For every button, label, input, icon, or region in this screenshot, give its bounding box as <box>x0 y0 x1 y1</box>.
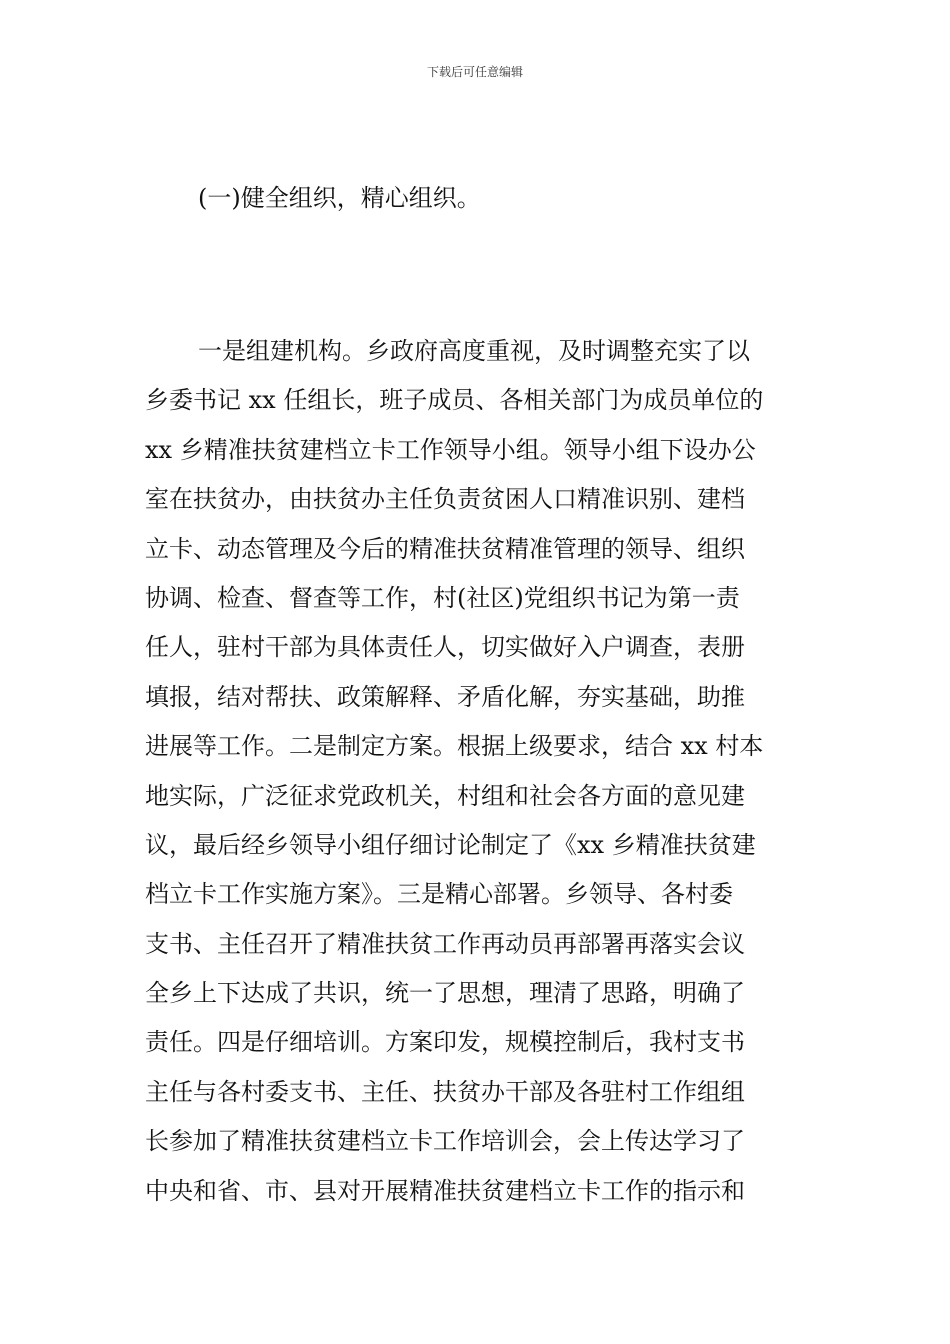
paragraph-line: 室在扶贫办，由扶贫办主任负责贫困人口精准识别、建档 <box>145 485 745 514</box>
paragraph-line: 主任与各村委支书、主任、扶贫办干部及各驻村工作组组 <box>145 1077 745 1106</box>
paragraph-line: 地实际，广泛征求党政机关，村组和社会各方面的意见建 <box>145 781 745 810</box>
paragraph-line: 填报，结对帮扶、政策解释、矛盾化解，夯实基础，助推 <box>145 682 745 711</box>
paragraph-line: 一是组建机构。乡政府高度重视，及时调整充实了以 <box>198 337 750 365</box>
paragraph-line: 议，最后经乡领导小组仔细讨论制定了《xx 乡精准扶贫建 <box>145 830 756 859</box>
paragraph-line: 进展等工作。二是制定方案。根据上级要求，结合 xx 村本 <box>145 732 764 761</box>
paragraph-line: 责任。四是仔细培训。方案印发，规模控制后，我村支书 <box>145 1028 745 1057</box>
body-paragraph <box>145 331 815 1220</box>
paragraph-line: 中央和省、市、县对开展精准扶贫建档立卡工作的指示和 <box>145 1176 745 1205</box>
paragraph-line: xx 乡精准扶贫建档立卡工作领导小组。领导小组下设办公 <box>145 435 756 464</box>
section-heading: (一)健全组织，精心组织。 <box>198 184 481 212</box>
paragraph-line: 协调、检查、督查等工作，村(社区)党组织书记为第一责 <box>145 583 740 612</box>
paragraph-line: 立卡、动态管理及今后的精准扶贫精准管理的领导、组织 <box>145 534 745 563</box>
paragraph-line: 乡委书记 xx 任组长，班子成员、各相关部门为成员单位的 <box>145 386 764 415</box>
paragraph-line: 长参加了精准扶贫建档立卡工作培训会，会上传达学习了 <box>145 1127 745 1156</box>
page-header: 下载后可任意编辑 <box>426 65 523 79</box>
paragraph-line: 全乡上下达成了共识，统一了思想，理清了思路，明确了 <box>145 979 745 1008</box>
paragraph-line: 任人，驻村干部为具体责任人，切实做好入户调查，表册 <box>145 633 745 662</box>
paragraph-line: 支书、主任召开了精准扶贫工作再动员再部署再落实会议 <box>145 929 745 958</box>
paragraph-line: 档立卡工作实施方案》。三是精心部署。乡领导、各村委 <box>145 880 733 909</box>
